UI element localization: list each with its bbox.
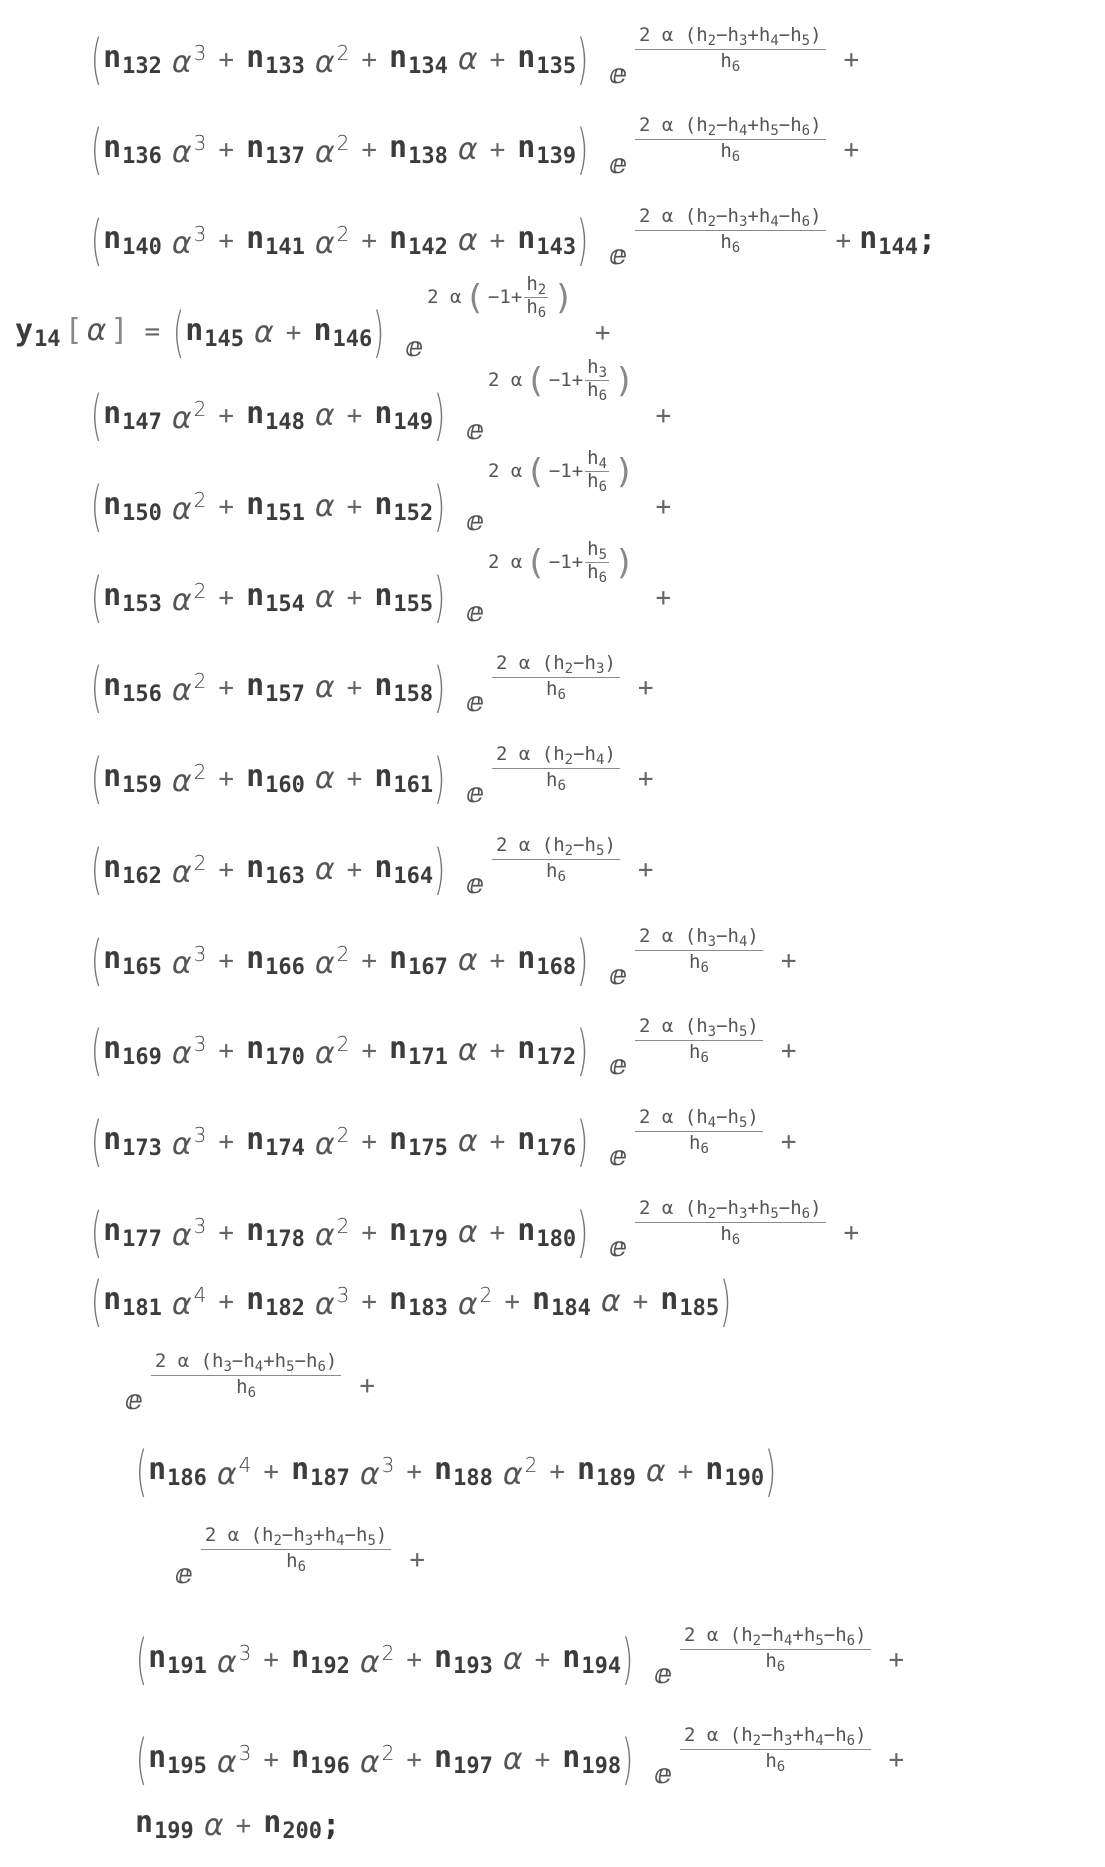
- equation-line: ( $n_{191}$ α $^3$ + $n_{192}$ α $^2$ + $n_{193}$ α + $n_{194}$ ) ⅇ $\frac{2 \alpha (h_2-h_4+h_5-h_6)}{h_6}$ +: [135, 1624, 905, 1691]
- equation-line: ( $n_{181}$ α $^4$ + $n_{182}$ α $^3$ + $n_{183}$ α $^2$ + $n_{184}$ α + $n_{185}$ ): [90, 1270, 732, 1333]
- exponent-fraction: $\frac{2 \alpha (h_4-h_5)}{h_6}$: [635, 1108, 763, 1156]
- exponential-e: ⅇ: [609, 238, 628, 271]
- exponent-fraction: $\frac{2 \alpha (h_3-h_5)}{h_6}$: [635, 1017, 763, 1065]
- exponent-fraction: $\frac{2 \alpha (h_3-h_4+h_5-h_6)}{h_6}$: [151, 1352, 342, 1400]
- exponential-e: ⅇ: [609, 958, 628, 991]
- equation-line: ( $n_{173}$ α $^3$ + $n_{174}$ α $^2$ + $n_{175}$ α + $n_{176}$ ) ⅇ $\frac{2 \alpha (h_4-h_5)}{h_6}$ +: [90, 1106, 797, 1173]
- equation-line: ( $n_{195}$ α $^3$ + $n_{196}$ α $^2$ + $n_{197}$ α + $n_{198}$ ) ⅇ $\frac{2 \alpha (h_2-h_3+h_4-h_6)}{h_6}$ +: [135, 1724, 905, 1791]
- equation-line: ( $n_{132}$ α $^3$ + $n_{133}$ α $^2$ + $n_{134}$ α + $n_{135}$ ) ⅇ $\frac{2 \alpha (h_2-h_3+h_4-h_5)}{h_6}$ +: [90, 24, 860, 91]
- exponent-fraction: $\frac{2 \alpha (h_2-h_4+h_5-h_6)}{h_6}$: [635, 116, 826, 164]
- exponential-e: ⅇ: [175, 1557, 193, 1590]
- exponent-fraction: $\frac{2 \alpha (h_2-h_4)}{h_6}$: [492, 745, 620, 793]
- exponential-e: ⅇ: [609, 1230, 628, 1263]
- exponential-e: ⅇ: [654, 1657, 673, 1690]
- exponent-fraction: $\frac{2 \alpha (h_2-h_5)}{h_6}$: [492, 836, 620, 884]
- exponential-e: ⅇ: [466, 413, 485, 446]
- exponential-e: ⅇ: [125, 1383, 143, 1416]
- equation-line: ( $n_{156}$ α $^2$ + $n_{157}$ α + $n_{158}$ ) ⅇ $\frac{2 \alpha (h_2-h_3)}{h_6}$ +: [90, 652, 654, 719]
- exponential-e: ⅇ: [654, 1757, 673, 1790]
- exponential-e: ⅇ: [466, 595, 485, 628]
- exponent-fraction: $\frac{2 \alpha (h_2-h_3+h_4-h_6)}{h_6}$: [635, 207, 826, 255]
- equation-line: ( $n_{169}$ α $^3$ + $n_{170}$ α $^2$ + $n_{171}$ α + $n_{172}$ ) ⅇ $\frac{2 \alpha (h_3-h_5)}{h_6}$ +: [90, 1015, 797, 1082]
- exponent-fraction: $\frac{2 \alpha (h_2-h_3+h_5-h_6)}{h_6}$: [635, 1199, 826, 1247]
- exponential-e: ⅇ: [466, 776, 485, 809]
- lhs-y14: $y_{14}$ [ α ] =: [15, 312, 161, 352]
- exponential-e: ⅇ: [466, 504, 485, 537]
- exponent-fraction: $\frac{2 \alpha (h_2-h_3+h_4-h_6)}{h_6}$: [680, 1726, 871, 1774]
- exponential-e: ⅇ: [466, 685, 485, 718]
- exponent-expression: 2 α ( −1+ $h_2$ $h_6$ ): [427, 273, 574, 321]
- equation-line: ⅇ $\frac{2 \alpha (h_2-h_3+h_4-h_5)}{h_6}$ +: [175, 1524, 425, 1590]
- equation-line: $n_{199}$ α + $n_{200}$ ;: [135, 1805, 341, 1844]
- exponent-fraction: $\frac{2 \alpha (h_2-h_3)}{h_6}$: [492, 654, 620, 702]
- exponential-e: ⅇ: [609, 1139, 628, 1172]
- equation-line: ⅇ $\frac{2 \alpha (h_3-h_4+h_5-h_6)}{h_6}$ +: [125, 1350, 375, 1416]
- equation-line: ( $n_{165}$ α $^3$ + $n_{166}$ α $^2$ + $n_{167}$ α + $n_{168}$ ) ⅇ $\frac{2 \alpha (h_3-h_4)}{h_6}$ +: [90, 925, 797, 992]
- exponent-expression: 2 α ( −1+ $h_5$ $h_6$ ): [488, 538, 635, 586]
- equation-line: ( $n_{159}$ α $^2$ + $n_{160}$ α + $n_{161}$ ) ⅇ $\frac{2 \alpha (h_2-h_4)}{h_6}$ +: [90, 743, 654, 810]
- exponent-fraction: $\frac{2 \alpha (h_2-h_3+h_4-h_5)}{h_6}$: [635, 26, 826, 74]
- exponent-expression: 2 α ( −1+ $h_4$ $h_6$ ): [488, 447, 635, 495]
- exponential-e: ⅇ: [405, 330, 424, 363]
- exponential-e: ⅇ: [609, 147, 628, 180]
- exponent-expression: 2 α ( −1+ $h_3$ $h_6$ ): [488, 356, 635, 404]
- equation-line: ( $n_{186}$ α $^4$ + $n_{187}$ α $^3$ + $n_{188}$ α $^2$ + $n_{189}$ α + $n_{190}$ ): [135, 1440, 777, 1503]
- equation-line: ( $n_{162}$ α $^2$ + $n_{163}$ α + $n_{164}$ ) ⅇ $\frac{2 \alpha (h_2-h_5)}{h_6}$ +: [90, 834, 654, 901]
- equation-line: ( $n_{136}$ α $^3$ + $n_{137}$ α $^2$ + $n_{138}$ α + $n_{139}$ ) ⅇ $\frac{2 \alpha (h_2-h_4+h_5-h_6)}{h_6}$ +: [90, 114, 860, 181]
- exponential-e: ⅇ: [609, 1048, 628, 1081]
- equation-line: ( $n_{147}$ α $^2$ + $n_{148}$ α + $n_{149}$ ) ⅇ 2 α ( −1+ $h_3$ $h_6$ ) +: [90, 356, 672, 447]
- exponent-fraction: $\frac{2 \alpha (h_2-h_4+h_5-h_6)}{h_6}$: [680, 1626, 871, 1674]
- exponential-e: ⅇ: [609, 57, 628, 90]
- equation-line: ( $n_{177}$ α $^3$ + $n_{178}$ α $^2$ + $n_{179}$ α + $n_{180}$ ) ⅇ $\frac{2 \alpha (h_2-h_3+h_5-h_6)}{h_6}$ +: [90, 1197, 860, 1264]
- exponential-e: ⅇ: [466, 867, 485, 900]
- exponent-fraction: $\frac{2 \alpha (h_3-h_4)}{h_6}$: [635, 927, 763, 975]
- equation-line: ( $n_{150}$ α $^2$ + $n_{151}$ α + $n_{152}$ ) ⅇ 2 α ( −1+ $h_4$ $h_6$ ) +: [90, 447, 672, 538]
- equation-line: ( $n_{153}$ α $^2$ + $n_{154}$ α + $n_{155}$ ) ⅇ 2 α ( −1+ $h_5$ $h_6$ ) +: [90, 538, 672, 629]
- equation-line: ( $n_{140}$ α $^3$ + $n_{141}$ α $^2$ + $n_{142}$ α + $n_{143}$ ) ⅇ $\frac{2 \alpha (h_2-h_3+h_4-h_6)}{h_6}$ + $n_{144}$ ;: [90, 205, 937, 272]
- exponent-fraction: $\frac{2 \alpha (h_2-h_3+h_4-h_5)}{h_6}$: [201, 1526, 392, 1574]
- equation-line: $y_{14}$ [ α ] = ( $n_{145}$ α + $n_{146}$ ) ⅇ 2 α ( −1+ $h_2$ $h_6$ ) +: [15, 273, 611, 364]
